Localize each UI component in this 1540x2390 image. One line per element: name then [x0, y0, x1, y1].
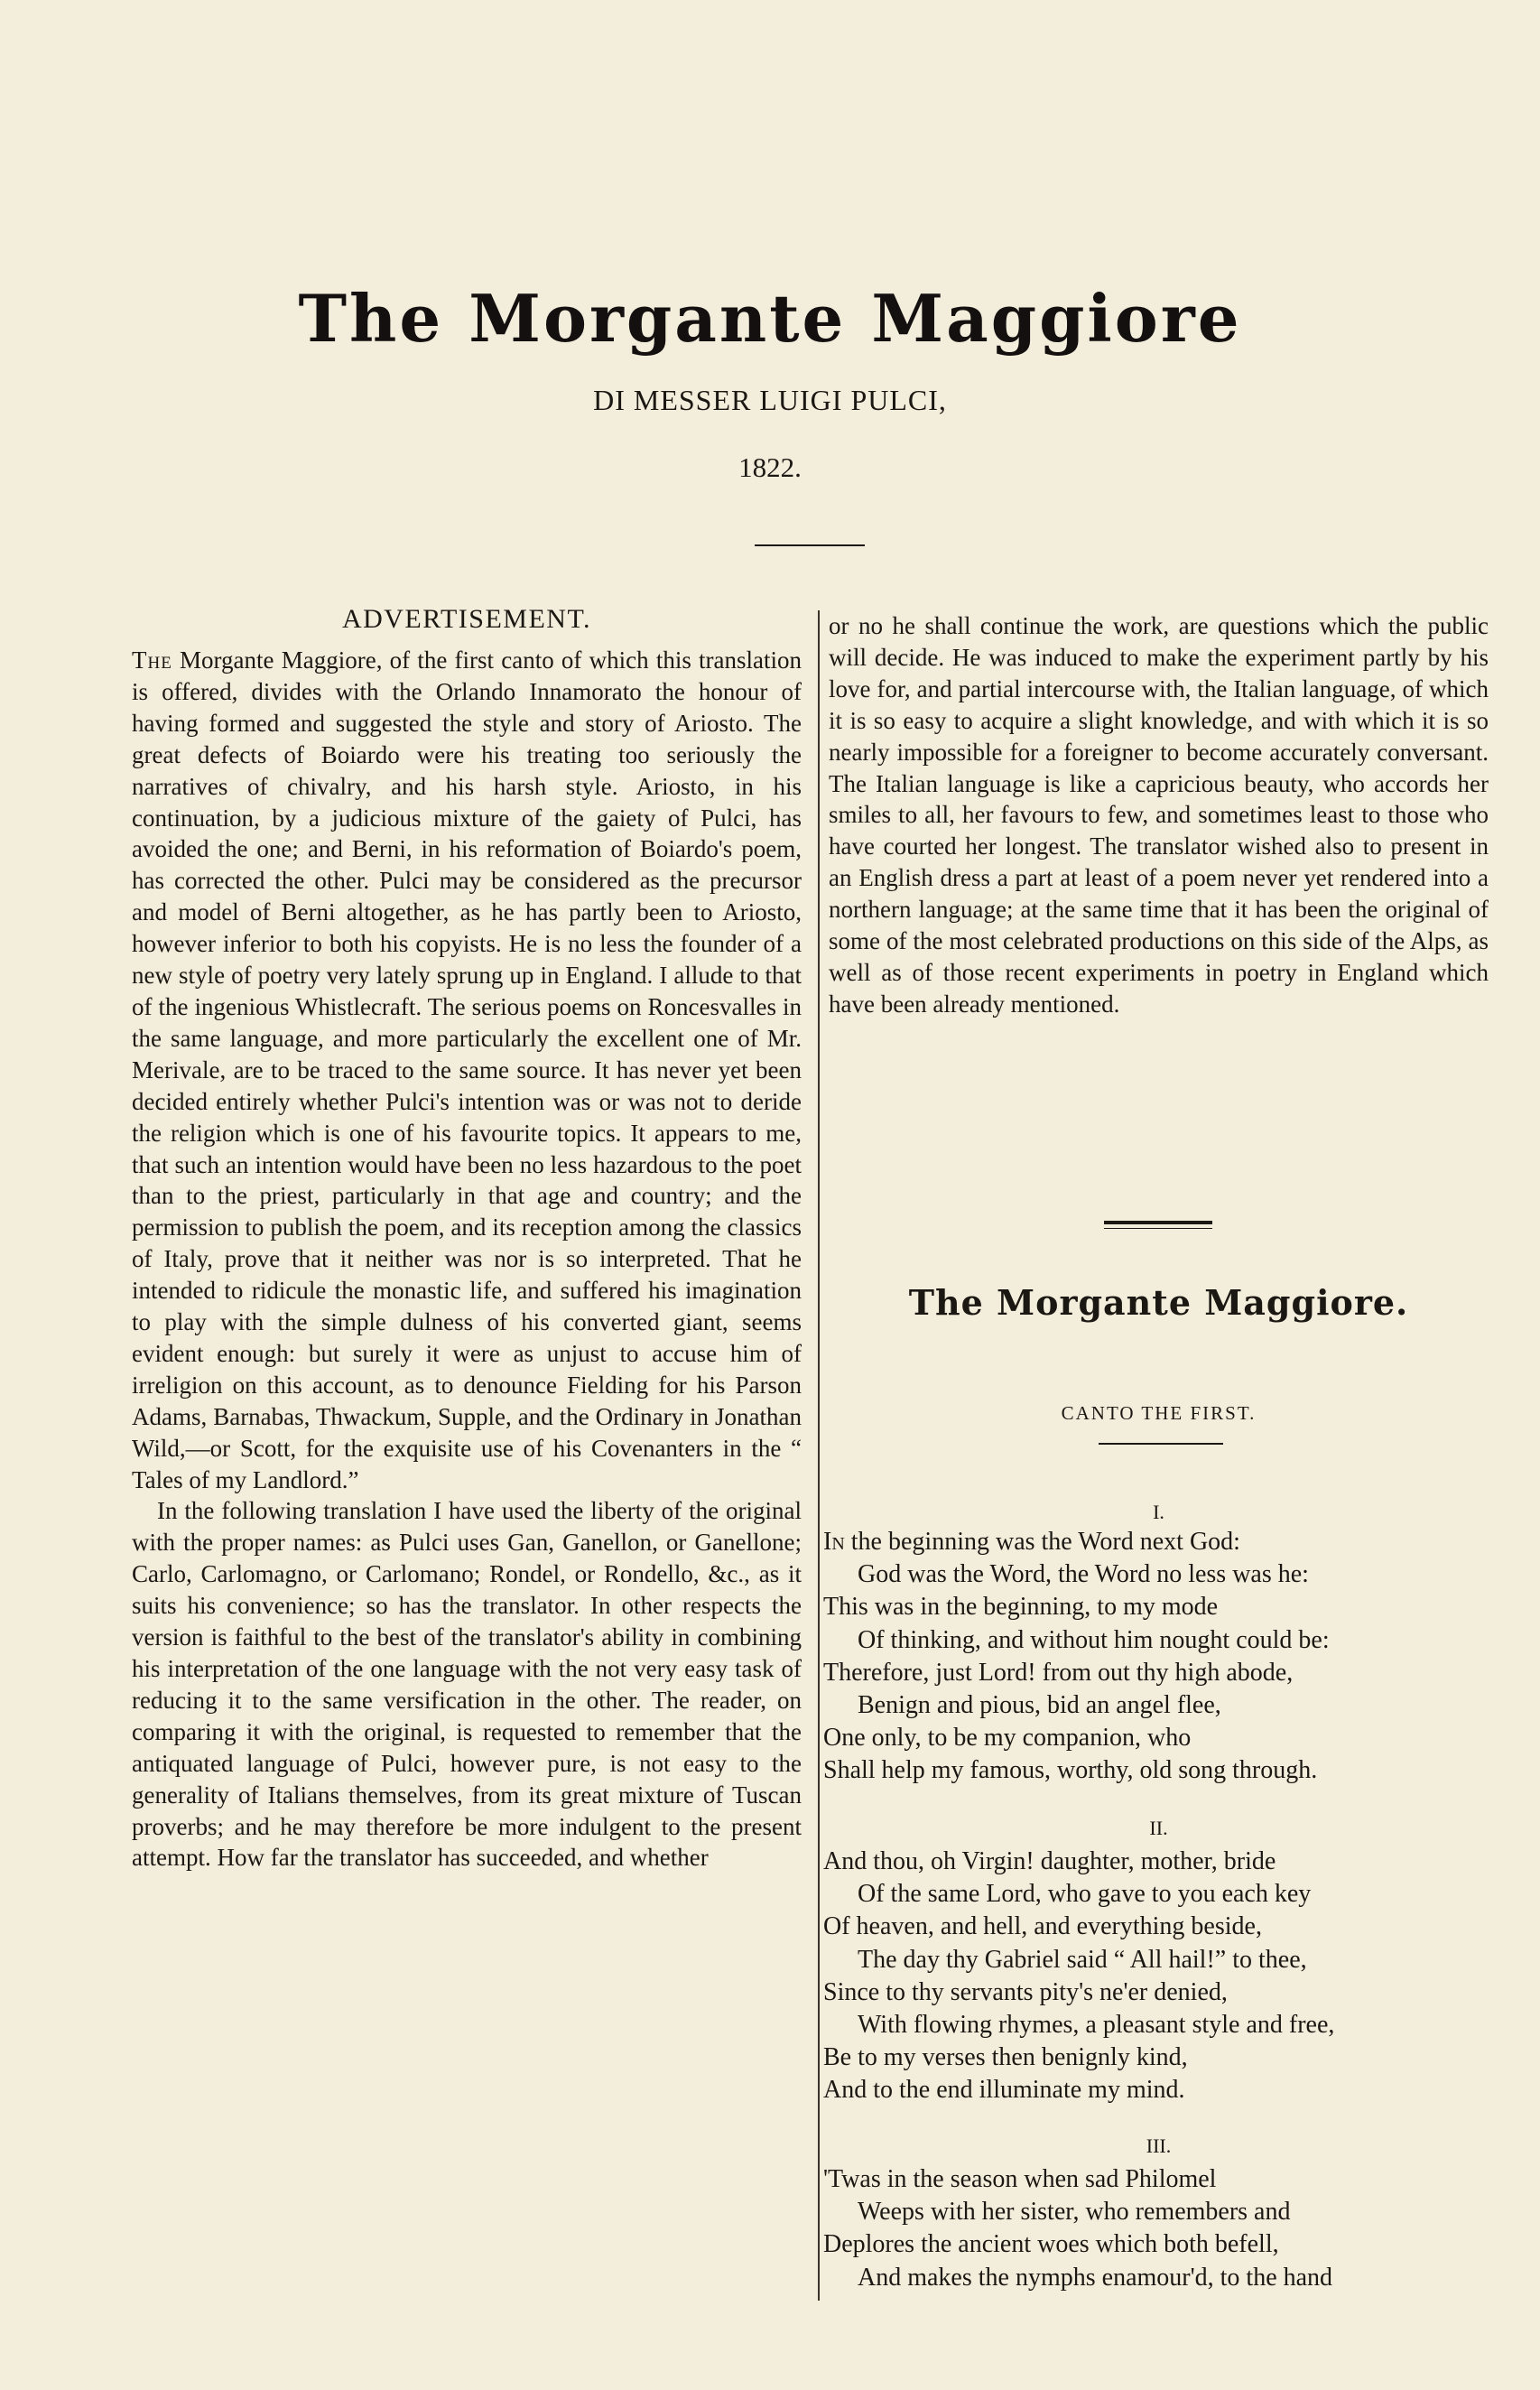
verse-line: And makes the nymphs enamour'd, to the hand [858, 2263, 1333, 2292]
verse-line [823, 1526, 1491, 1558]
verse-line: Deplores the ancient woes which both befell, [823, 2230, 1279, 2259]
page-title: The Morgante Maggiore [298, 280, 1242, 357]
verse-line: And thou, oh Virgin! daughter, mother, bride [823, 1847, 1276, 1875]
stanza [823, 1846, 1491, 2107]
poem-title: The Morgante Maggiore. [908, 1282, 1409, 1323]
verse-line: Of the same Lord, who gave to you each key [858, 1880, 1312, 1909]
right-column [829, 610, 1489, 1020]
advertisement-paragraph-3: or no he shall continue the work, are questions which the public will decide. He was induced to make the experiment partly by his love for, and partial intercourse with, the Italian language, of which it is so easy to acquire a slight knowledge, and with which it is so nearly impossible for a foreigner to become accurately conversant. The Italian language is like a capricious beauty, who accords her smiles to all, her favours to few, and sometimes least to those who have courted her longest. The translator wished also to present in an English dress a part at least of a poem never yet rendered into a northern language; at the same time that it has been the original of some of the most celebrated productions on this side of the Alps, as well as of those recent experiments in poetry in England which have been already mentioned. [829, 612, 1489, 1018]
advertisement-paragraph-2: In the following translation I have used the liberty of the original with the proper names: as Pulci uses Gan, Ganellon, or Ganellone; Carlo, Carlomagno, or Carlomano; Rondel, or Rondello, &c., as it suits his convenience; so has the translator. In other respects the version is faithful to the best of the translator's ability in combining his interpretation of the one language with the not very easy task of reducing it to the same versification in the other. The reader, on comparing it with the original, is requested to remember that the antiquated language of Pulci, however pure, is not easy to the generality of Italians themselves, from its great mixture of Tuscan proverbs; and he may therefore be more indulgent to the present attempt. How far the translator has succeeded, and whether [132, 1497, 802, 1872]
section-rule-thin [1104, 1228, 1212, 1229]
verse-line: One only, to be my companion, who [823, 1724, 1192, 1753]
stanza [823, 2163, 1491, 2294]
verse-line: With flowing rhymes, a pleasant style and free, [858, 2011, 1335, 2040]
verse-line: Be to my verses then benignly kind, [823, 2043, 1188, 2072]
verse-line: Weeps with her sister, who remembers and [858, 2198, 1291, 2227]
title-rule [755, 544, 865, 546]
verse-line: And to the end illuminate my mind. [823, 2076, 1185, 2105]
verse-line-text: the beginning was the Word next God: [850, 1528, 1240, 1556]
advertisement-heading: ADVERTISEMENT. [341, 604, 592, 634]
stanza-lead-word: In [823, 1528, 845, 1556]
verse-line: 'Twas in the season when sad Philomel [823, 2165, 1217, 2193]
canto-rule [1099, 1443, 1223, 1445]
verse-line: Shall help my famous, worthy, old song through. [823, 1756, 1318, 1785]
advertisement-paragraph-1 [132, 645, 802, 1495]
canto-title: CANTO THE FIRST. [1061, 1402, 1257, 1424]
verse-line: Therefore, just Lord! from out thy high abode, [823, 1658, 1294, 1687]
verse-line: Of heaven, and hell, and everything beside, [823, 1912, 1262, 1941]
verse-line: God was the Word, the Word no less was he: [858, 1560, 1309, 1589]
verse-line: Benign and pious, bid an angel flee, [858, 1691, 1221, 1720]
stanza [823, 1526, 1491, 1788]
section-rule-thick [1104, 1221, 1212, 1224]
stanza-number: III. [1146, 2134, 1172, 2157]
verse-line: Of thinking, and without him nought could be: [858, 1625, 1330, 1654]
verse-line: The day thy Gabriel said “ All hail!” to thee, [858, 1945, 1307, 1974]
column-divider [818, 610, 820, 2301]
page-year: 1822. [738, 451, 802, 483]
verse-line: Since to thy servants pity's ne'er denied, [823, 1977, 1228, 2006]
verse-line: This was in the beginning, to my mode [823, 1593, 1219, 1622]
stanza-number: I. [1153, 1501, 1164, 1523]
page-subtitle: DI MESSER LUIGI PULCI, [593, 384, 947, 416]
left-column [132, 603, 802, 1874]
advertisement-lead-word: The [132, 646, 172, 674]
stanza-number: II. [1149, 1817, 1168, 1839]
advertisement-paragraph-1-text: Morgante Maggiore, of the first canto of which this translation is offered, divides with the Orlando Innamorato the honour of having formed and suggested the style and story of Ariosto. The great defects of Boiardo were his treating too seriously the narratives of chivalry, and his harsh style. Ariosto, in his continuation, by a judicious mixture of the gaiety of Pulci, has avoided the one; and Berni, in his reformation of Boiardo's poem, has corrected the other. Pulci may be considered as the precursor and model of Berni altogether, as he has partly been to Ariosto, however inferior to both his copyists. He is no less the founder of a new style of poetry very lately sprung up in England. I allude to that of the ingenious Whistlecraft. The serious poems on Roncesvalles in the same language, and more particularly the excellent one of Mr. Merivale, are to be traced to the same source. It has never yet been decided entirely whether Pulci's intention was or was not to deride the religion which is one of his favourite topics. It appears to me, that such an intention would have been no less hazardous to the poet than to the priest, particularly in that age and country; and the permission to publish the poem, and its reception among the classics of Italy, prove that it neither was nor is so interpreted. That he intended to ridicule the monastic life, and suffered his imagination to play with the simple dulness of his converted giant, seems evident enough: but surely it were as unjust to accuse him of irreligion on this account, as to denounce Fielding for his Parson Adams, Barnabas, Thwackum, Supple, and the Ordinary in Jonathan Wild,—or Scott, for the exquisite use of his Covenanters in the “ Tales of my Landlord.” [132, 646, 802, 1493]
